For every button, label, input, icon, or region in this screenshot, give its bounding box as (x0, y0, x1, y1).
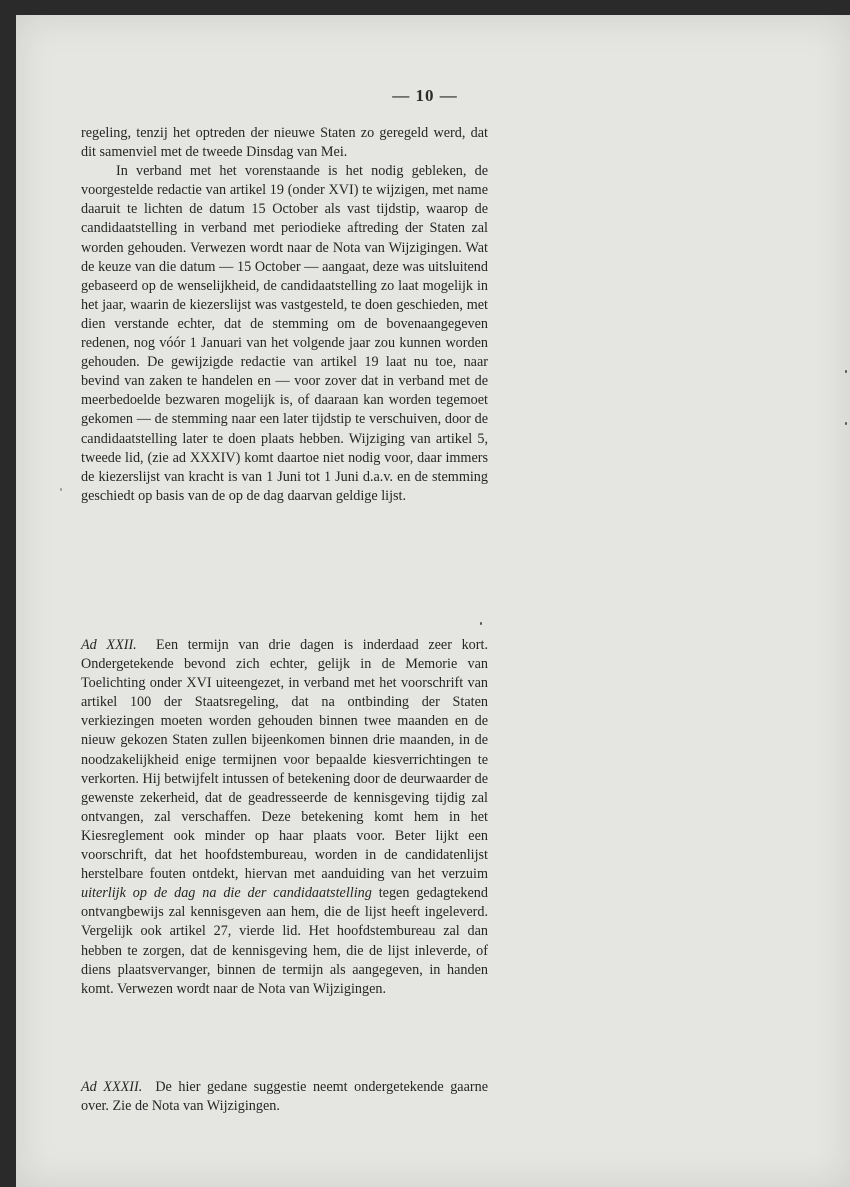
ad-xxii-text-a: Een termijn van drie dagen is inderdaad zeer kort. Ondergetekende bevond zich echter, gelijk in de Memorie van Toelichting onder XVI uiteengezet, in verband met het voorschrift van artikel 100 der Staatsregeling, dat na ontbinding der Staten verkiezingen moeten worden gehouden binnen twee maanden en de nieuw gekozen Staten zullen bijeenkomen binnen drie maanden, in de noodzakelijkheid enige termijnen voor bepaalde kiesverrichtingen te verkorten. Hij betwijfelt intussen of betekening door de deurwaarder de gewenste zekerheid, dat de geadresseerde de kennisgeving tijdig zal ontvangen, zal verschaffen. Deze betekening komt hem in het Kiesreglement ook minder op haar plaats voor. Beter lijkt een voorschrift, dat het hoofdstembureau, worden in de candidatenlijst herstelbare fouten ontdekt, hiervan met aanduiding van het verzuim (81, 637, 488, 883)
paper-speck (845, 422, 847, 425)
text-block-continuation (81, 124, 488, 506)
ad-xxii-emphasis: uiterlijk op de dag na die der candidaatstelling (81, 885, 372, 902)
section-ad-xxxii (81, 1078, 488, 1116)
section-ad-xxii (81, 636, 488, 999)
page-number: — 10 — (392, 86, 458, 105)
ad-xxxii-text: De hier gedane suggestie neemt ondergetekende gaarne over. Zie de Nota van Wijzigingen. (81, 1079, 488, 1115)
paragraph-ad-xxii (81, 636, 488, 999)
paper-speck (845, 370, 847, 373)
paragraph-1: regeling, tenzij het optreden der nieuwe Staten zo geregeld werd, dat dit samenviel met de tweede Dinsdag van Mei. (81, 125, 488, 161)
paragraph-2: In verband met het vorenstaande is het nodig gebleken, de voorgestelde redactie van artikel 19 (onder XVI) te wijzigen, met name daaruit te lichten de datum 15 October als vast tijdstip, waarop de candidaatstelling in verband met periodieke aftreding der Staten zal worden gehouden. Verwezen wordt naar de Nota van Wijzigingen. Wat de keuze van die datum — 15 October — aangaat, deze was uitsluitend gebaseerd op de wenselijkheid, de candidaatstelling zo laat mogelijk in het jaar, waarin de kiezerslijst was vastgesteld, te doen geschieden, met dien verstande echter, dat de stemming om de bovenaangegeven redenen, nog vóór 1 Januari van het volgende jaar zou kunnen worden gehouden. De gewijzigde redactie van artikel 19 laat nu toe, naar bevind van zaken te handelen en — voor zover dat in verband met de meerbedoelde bezwaren mogelijk is, of daaraan kan worden tegemoet gekomen — de stemming naar een later tijdstip te verschuiven, door de candidaatstelling later te doen plaats hebben. Wijziging van artikel 5, tweede lid, (zie ad XXXIV) komt daartoe niet nodig voor, daar immers de kiezerslijst van kracht is van 1 Juni tot 1 Juni d.a.v. en de stemming geschiedt op basis van de op de dag daarvan geldige lijst. (81, 163, 488, 504)
ad-xxii-text-b: tegen gedagtekend ontvangbewijs zal kennisgeven aan hem, die de lijst heeft ingeleverd. Vergelijk ook artikel 27, vierde lid. Het hoofdstembureau zal dan hebben te zorgen, dat de kennisgeving hem, die de lijst inleverde, of diens plaatsvervanger, binnen de termijn als aangegeven, in handen komt. Verwezen wordt naar de Nota van Wijzigingen. (81, 885, 488, 997)
section-label-ad-xxxii: Ad XXXII. (81, 1079, 143, 1095)
paper-speck (60, 488, 62, 491)
paper-speck (480, 622, 482, 625)
section-label-ad-xxii: Ad XXII. (81, 637, 137, 653)
paragraph-ad-xxxii (81, 1078, 488, 1116)
